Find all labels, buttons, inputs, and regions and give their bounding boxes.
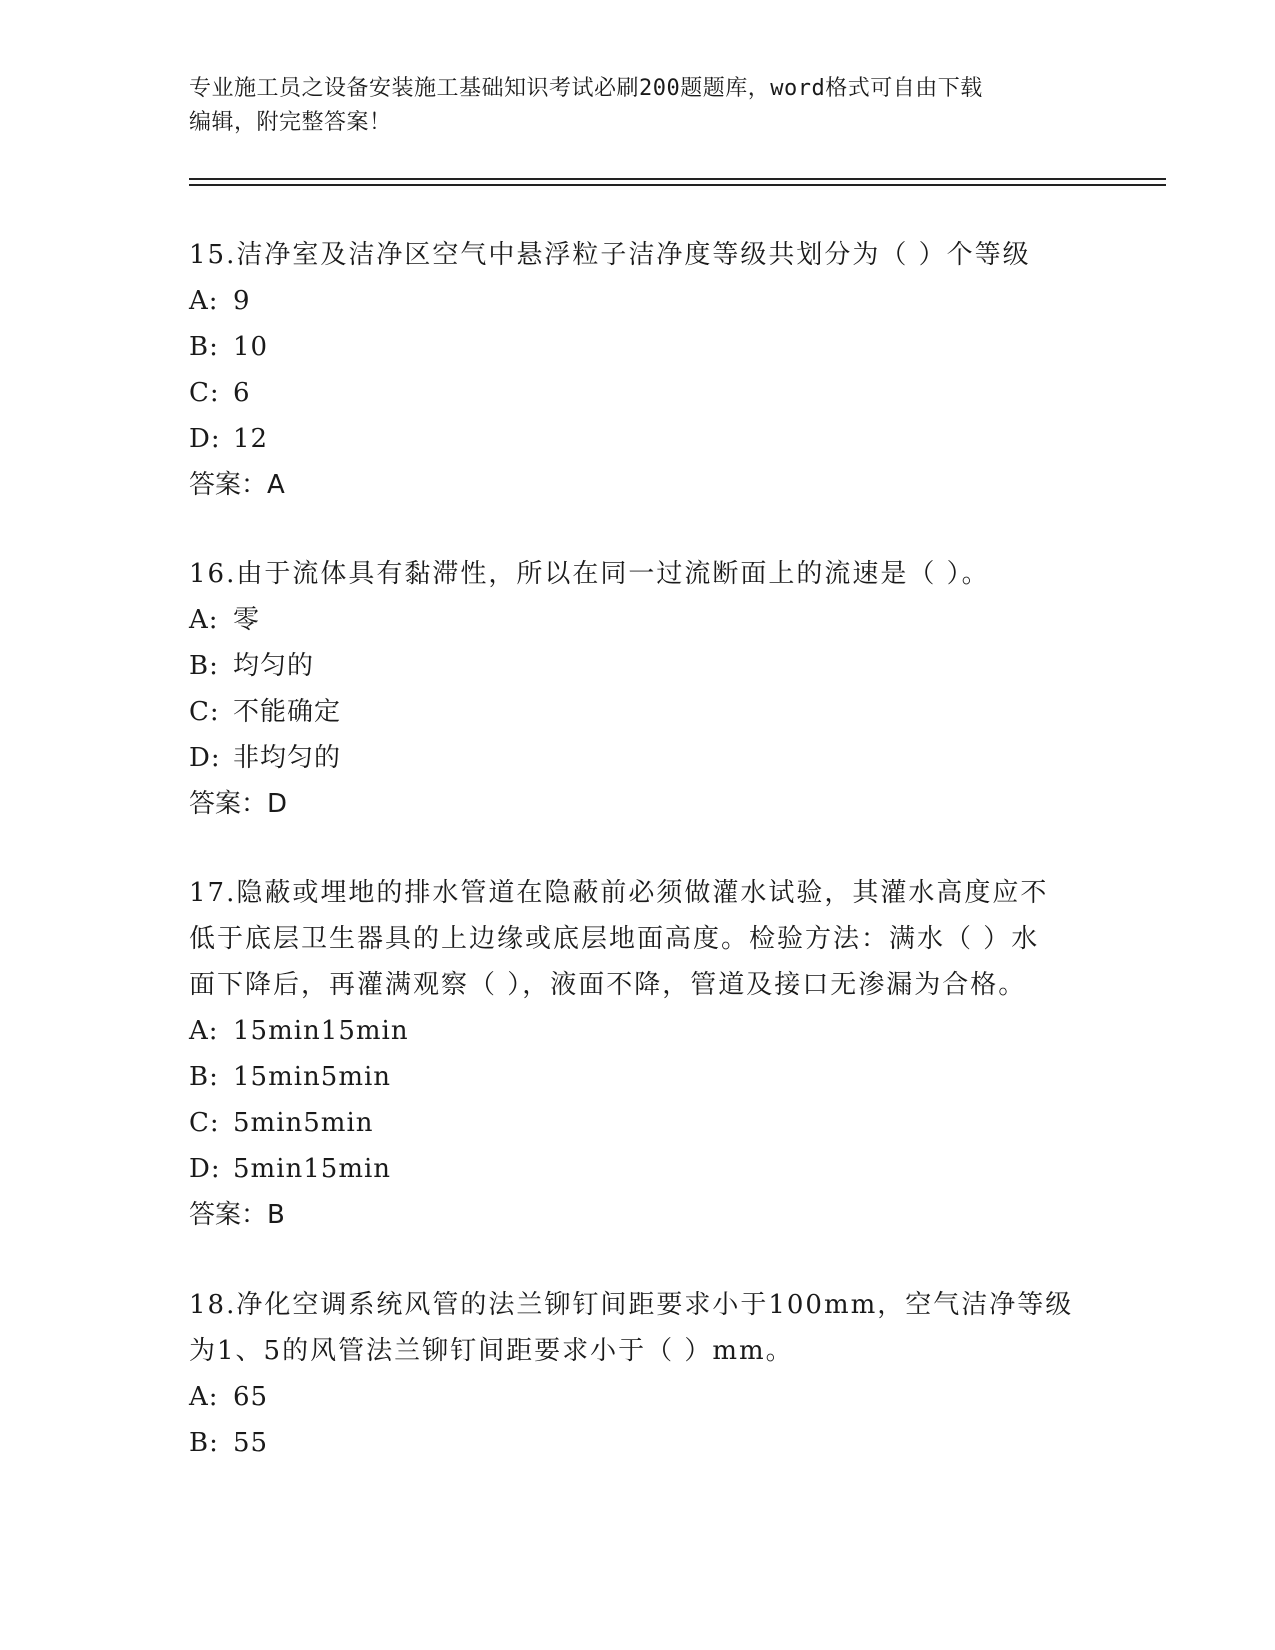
question-18 (189, 1282, 1089, 1466)
option-a (189, 278, 1089, 324)
answer: 答案：B (189, 1200, 285, 1230)
option-text: 5min5min (233, 1108, 374, 1138)
option-key: D: (189, 743, 221, 773)
option-text: 65 (233, 1382, 269, 1412)
option-b (189, 643, 1089, 689)
option-text: 15min5min (233, 1062, 392, 1092)
question-stem-line: 低于底层卫生器具的上边缘或底层地面高度。检验方法：满水（ ）水 (189, 924, 1040, 954)
option-b (189, 1420, 1089, 1466)
option-b (189, 324, 1089, 370)
option-text: 非均匀的 (233, 743, 342, 773)
answer: 答案：D (189, 789, 288, 819)
option-key: B: (189, 651, 219, 681)
question-stem-line: 17.隐蔽或埋地的排水管道在隐蔽前必须做灌水试验，其灌水高度应不 (189, 878, 1049, 908)
document-header (189, 72, 1089, 140)
question-stem-line: 16.由于流体具有黏滞性，所以在同一过流断面上的流速是（ ）。 (189, 559, 990, 589)
header-line-2: 编辑，附完整答案！ (189, 110, 392, 135)
option-key: C: (189, 697, 220, 727)
option-c (189, 1100, 1089, 1146)
question-17 (189, 870, 1089, 1238)
question-stem-line: 为1、5的风管法兰铆钉间距要求小于（ ）mm。 (189, 1336, 794, 1366)
option-text: 15min15min (233, 1016, 409, 1046)
option-text: 10 (233, 332, 269, 362)
option-d (189, 416, 1089, 462)
option-key: B: (189, 332, 219, 362)
option-text: 零 (233, 605, 261, 635)
question-stem-line: 18.净化空调系统风管的法兰铆钉间距要求小于100mm，空气洁净等级 (189, 1290, 1074, 1320)
option-d (189, 735, 1089, 781)
option-key: C: (189, 378, 220, 408)
option-b (189, 1054, 1089, 1100)
option-key: B: (189, 1062, 219, 1092)
option-key: A: (189, 1382, 219, 1412)
option-key: C: (189, 1108, 220, 1138)
option-c (189, 689, 1089, 735)
option-a (189, 1008, 1089, 1054)
option-key: B: (189, 1428, 219, 1458)
header-line-1: 专业施工员之设备安装施工基础知识考试必刷200题题库，word格式可自由下载 (189, 76, 983, 101)
answer: 答案：A (189, 470, 285, 500)
option-a (189, 1374, 1089, 1420)
option-text: 9 (233, 286, 251, 316)
option-text: 均匀的 (233, 651, 315, 681)
option-text: 不能确定 (233, 697, 342, 727)
option-key: D: (189, 1154, 221, 1184)
header-divider-top (189, 178, 1166, 180)
option-key: A: (189, 286, 219, 316)
header-divider-bottom (189, 184, 1166, 186)
option-a (189, 597, 1089, 643)
question-stem-line: 面下降后，再灌满观察（ ），液面不降，管道及接口无渗漏为合格。 (189, 970, 1027, 1000)
option-text: 6 (233, 378, 251, 408)
question-15 (189, 232, 1089, 508)
option-c (189, 370, 1089, 416)
option-text: 5min15min (233, 1154, 392, 1184)
option-text: 12 (233, 424, 269, 454)
option-key: D: (189, 424, 221, 454)
question-16 (189, 551, 1089, 827)
option-d (189, 1146, 1089, 1192)
question-stem-line: 15.洁净室及洁净区空气中悬浮粒子洁净度等级共划分为（ ）个等级 (189, 240, 1031, 270)
option-key: A: (189, 605, 219, 635)
option-text: 55 (233, 1428, 269, 1458)
option-key: A: (189, 1016, 219, 1046)
